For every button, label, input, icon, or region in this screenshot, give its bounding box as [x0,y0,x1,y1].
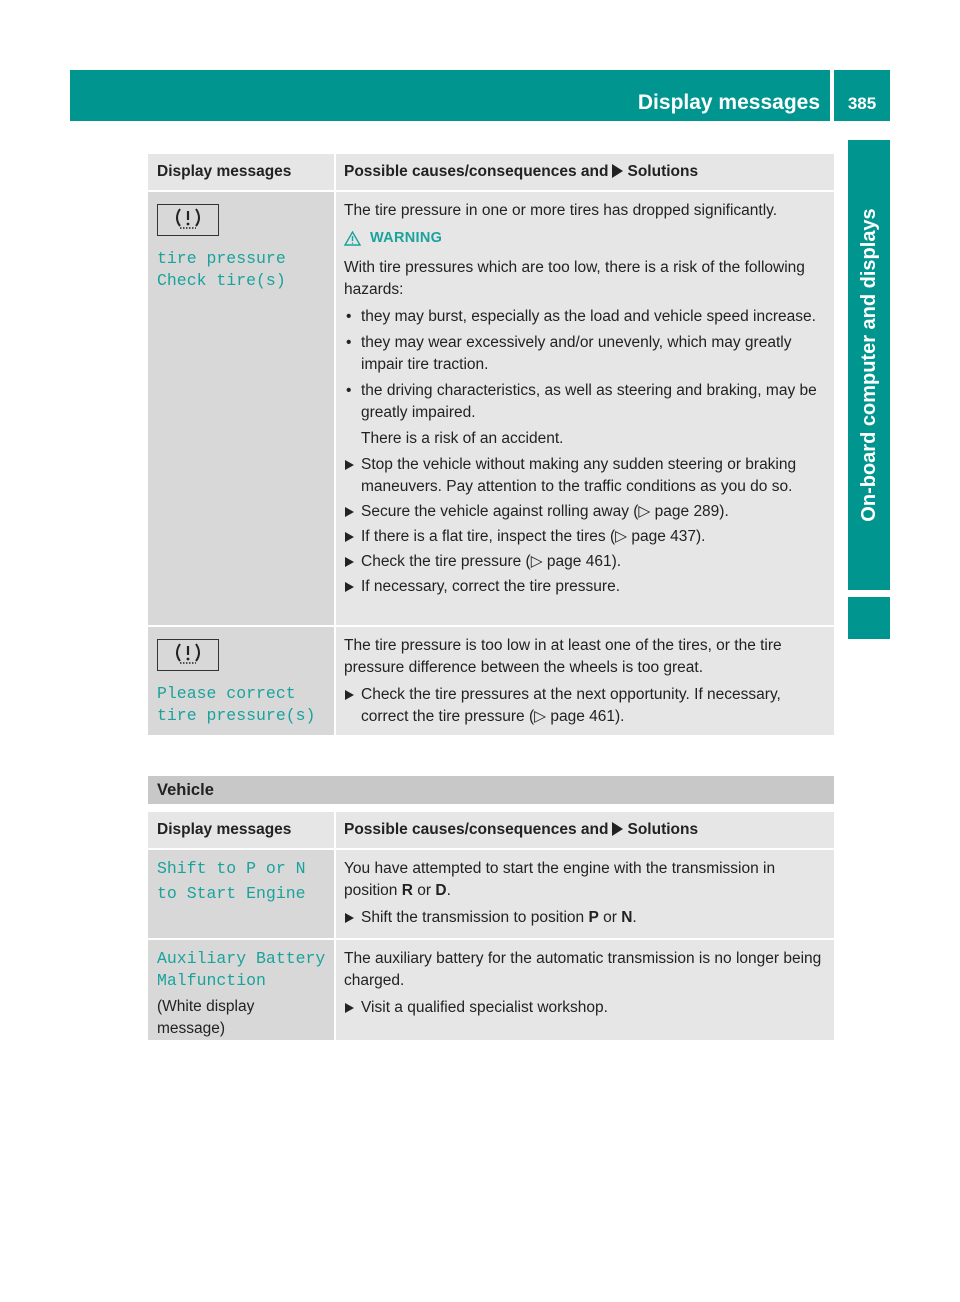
list-item: • the driving characteristics, as well as steering and braking, may be greatly impaired. [344,380,826,424]
warning-triangle-icon [344,231,361,246]
column-header-solutions [336,812,834,848]
cause-text-part: You have attempted to start the engine with the transmission in position [344,860,776,899]
step-text-end: . [632,909,637,926]
table-row [148,940,834,1040]
tire-pressure-warning-icon [157,639,219,671]
solution-step: Stop the vehicle without making any sudden steering or braking maneuvers. Pay attention to the traffic conditions as you do so. [344,454,826,498]
header-bar [70,70,830,121]
message-line-2: Malfunction [157,971,266,990]
page-number: 385 [834,70,890,121]
solution-cell [336,192,834,625]
risk-text: There is a risk of an accident. [361,430,564,447]
message-line-2: Check tire(s) [157,271,286,290]
message-cell [148,192,334,625]
solution-cell [336,940,834,1040]
side-tab-label: On-board computer and displays [858,208,880,522]
gear-p: P [588,909,599,926]
solution-arrow-icon [612,164,623,178]
section-title: Vehicle [148,776,834,804]
cause-text: The tire pressure is too low in at least one of the tires, or the tire pressure difference between the wheels is too great. [344,637,782,676]
message-line-1: Shift to P or N [157,859,306,878]
solution-arrow-icon [612,822,623,836]
table-header [148,812,834,848]
solution-cell [336,850,834,938]
solution-step: If necessary, correct the tire pressure. [344,576,826,598]
message-line-1: tire pressure [157,249,286,268]
cause-text [344,858,826,902]
solution-step: If there is a flat tire, inspect the tires (▷ page 437). [344,526,826,548]
list-item: • they may burst, especially as the load and vehicle speed increase. [344,306,826,328]
column-header-messages: Display messages [148,154,334,190]
solution-step [344,907,826,929]
solution-step: Visit a qualified specialist workshop. [344,997,826,1019]
side-tab-marker [848,597,890,639]
solution-step: Secure the vehicle against rolling away (▷ page 289). [344,501,826,523]
display-note: (White display message) [157,998,255,1037]
message-cell [148,940,334,1040]
solution-step: Check the tire pressure (▷ page 461). [344,551,826,573]
table-header [148,154,834,190]
column-header-solutions-post: Solutions [627,821,699,838]
warning-label: WARNING [370,230,443,246]
message-cell [148,627,334,735]
gear-n: N [621,909,633,926]
warning-text: With tire pressures which are too low, there is a risk of the following hazards: [344,259,805,298]
column-header-solutions-post: Solutions [627,163,699,180]
solution-cell [336,627,834,735]
side-tab [848,140,890,590]
gear-r: R [401,882,413,899]
vehicle-table [148,812,834,1040]
step-text-or: or [603,909,617,926]
list-item: • they may wear excessively and/or unevenly, which may greatly impair tire traction. [344,332,826,376]
message-cell [148,850,334,938]
column-header-messages: Display messages [148,812,334,848]
table-row [148,850,834,938]
message-line-2: tire pressure(s) [157,706,316,725]
cause-text-or: or [417,882,432,899]
message-line-1: Please correct [157,684,296,703]
solution-step: Check the tire pressures at the next opportunity. If necessary, correct the tire pressure (▷ page 461). [344,684,826,728]
column-header-solutions [336,154,834,190]
table-row [148,627,834,735]
column-header-solutions-pre: Possible causes/consequences and [344,163,609,180]
step-text: Shift the transmission to position [361,909,585,926]
tire-pressure-warning-icon [157,204,219,236]
gear-d: D [435,882,447,899]
table-row [148,192,834,625]
cause-text-end: . [446,882,451,899]
cause-text: The tire pressure in one or more tires has dropped significantly. [344,202,778,219]
cause-text: The auxiliary battery for the automatic transmission is no longer being charged. [344,950,822,989]
column-header-solutions-pre: Possible causes/consequences and [344,821,609,838]
message-line-2: to Start Engine [157,884,306,903]
message-line-1: Auxiliary Battery [157,949,326,968]
warning-heading [344,227,826,249]
header-title: Display messages [637,91,820,114]
tire-pressure-table [148,154,834,735]
